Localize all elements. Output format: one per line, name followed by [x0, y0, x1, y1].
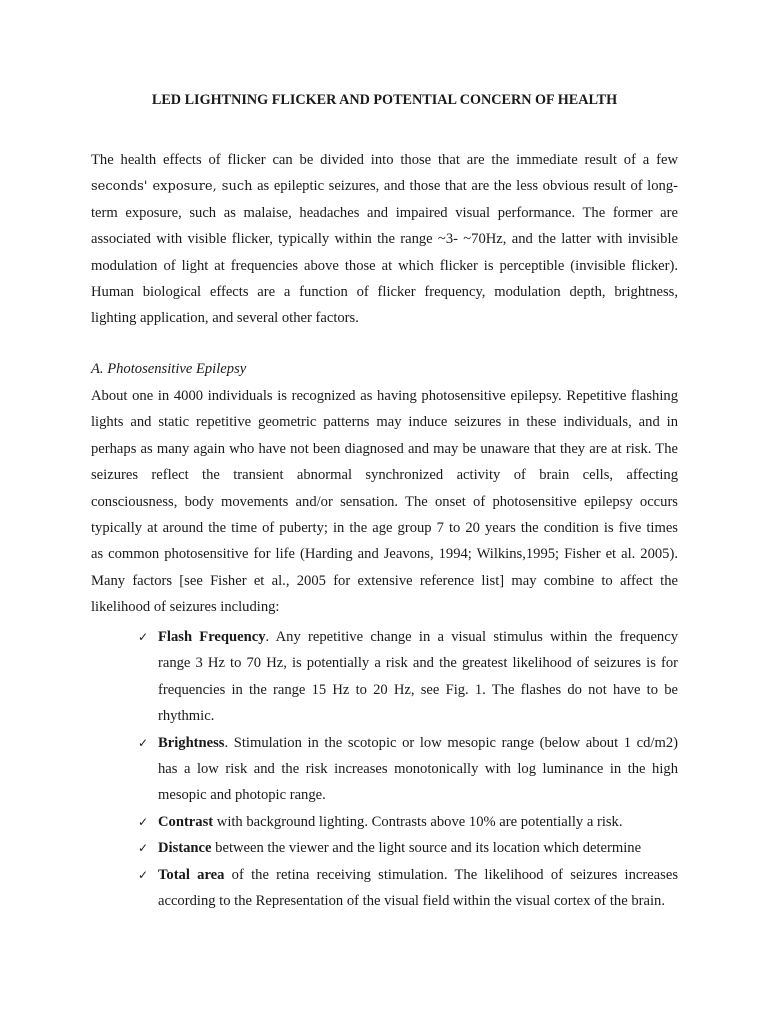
paragraph-line: Human biological effects are a function of flicker frequency, modulation depth, brightness, — [91, 283, 678, 300]
list-item-flash-frequency — [138, 624, 678, 730]
paragraph-line: The health effects of flicker can be divided into those that are the immediate result of a few — [91, 152, 678, 168]
bullet-line: frequencies in the range 15 Hz to 20 Hz, see Fig. 1. The flashes do not have to be — [158, 681, 678, 698]
paragraph-line — [91, 173, 678, 199]
bullet-term: Contrast — [158, 813, 214, 830]
paragraph-line: seizures reflect the transient abnormal synchronized activity of brain cells, affecting — [91, 467, 678, 484]
paragraph-line: modulation of light at frequencies above those at which flicker is perceptible (invisible flicker). — [91, 257, 678, 274]
list-item-total-area — [138, 862, 678, 915]
checkmark-icon: ✓ — [138, 867, 149, 882]
list-item-distance — [138, 835, 678, 861]
paragraph-line: typically at around the time of puberty; in the age group 7 to 20 years the condition is five times — [91, 519, 678, 536]
paragraph-line: term exposure, such as malaise, headaches and impaired visual performance. The former are — [91, 204, 678, 221]
checkmark-icon: ✓ — [138, 735, 149, 750]
bullet-text: with background lighting. Contrasts above 10% are potentially a risk. — [213, 813, 623, 830]
paragraph-line: About one in 4000 individuals is recognized as having photosensitive epilepsy. Repetitive flashing — [91, 388, 678, 404]
section-a-paragraph — [91, 383, 678, 621]
paragraph-line: lighting application, and several other factors. — [91, 310, 359, 327]
risk-factor-list — [138, 624, 678, 914]
bullet-line: mesopic and photopic range. — [158, 787, 326, 804]
paragraph-line: Many factors [see Fisher et al., 2005 for extensive reference list] may combine to affect the — [91, 572, 678, 589]
intro-paragraph — [91, 147, 678, 332]
text-run: as epileptic seizures, and those that are the less obvious result of long- — [252, 178, 678, 195]
section-heading: A. Photosensitive Epilepsy — [91, 361, 247, 377]
bullet-term: Total area — [158, 866, 225, 883]
paragraph-line: consciousness, body movements and/or sensation. The onset of photosensitive epilepsy occurs — [91, 493, 678, 510]
bullet-term: Brightness — [158, 734, 225, 751]
bullet-text: of the retina receiving stimulation. The likelihood of seizures increases — [224, 866, 678, 883]
bullet-text: . Stimulation in the scotopic or low mesopic range (below about 1 cd/m2) — [224, 734, 678, 751]
paragraph-line: lights and static repetitive geometric patterns may induce seizures in these individuals, and in — [91, 414, 678, 431]
checkmark-icon: ✓ — [138, 814, 149, 829]
bullet-line — [158, 862, 678, 888]
list-item-contrast — [138, 809, 678, 835]
bullet-line: rhythmic. — [158, 708, 215, 725]
bullet-text: between the viewer and the light source and its location which determine — [211, 840, 642, 857]
paragraph-line: likelihood of seizures including: — [91, 599, 280, 616]
bullet-line — [158, 730, 678, 756]
checkmark-icon: ✓ — [138, 630, 149, 644]
checkmark-icon: ✓ — [138, 841, 149, 856]
mixed-font-run: seconds' exposure, such — [91, 179, 253, 195]
bullet-text: . Any repetitive change in a visual stimulus within the frequency — [265, 629, 678, 645]
paragraph-line: as common photosensitive for life (Harding and Jeavons, 1994; Wilkins,1995; Fisher et al. 2005). — [91, 546, 678, 563]
bullet-line — [158, 624, 678, 650]
bullet-line — [158, 835, 678, 861]
bullet-term: Flash Frequency — [158, 629, 266, 645]
bullet-line: has a low risk and the risk increases monotonically with log luminance in the high — [158, 760, 678, 777]
paragraph-line: associated with visible flicker, typically within the range ~3- ~70Hz, and the latter with invisible — [91, 231, 678, 248]
bullet-line: range 3 Hz to 70 Hz, is potentially a risk and the greatest likelihood of seizures is for — [158, 655, 678, 672]
list-item-brightness — [138, 730, 678, 809]
bullet-line — [158, 809, 678, 835]
paragraph-line: perhaps as many again who have not been diagnosed and may be unaware that they are at risk. The — [91, 440, 678, 457]
bullet-line: according to the Representation of the visual field within the visual cortex of the brain. — [158, 892, 665, 909]
bullet-term: Distance — [158, 840, 212, 857]
document-title: LED LIGHTNING FLICKER AND POTENTIAL CONCERN OF HEALTH — [151, 92, 618, 108]
